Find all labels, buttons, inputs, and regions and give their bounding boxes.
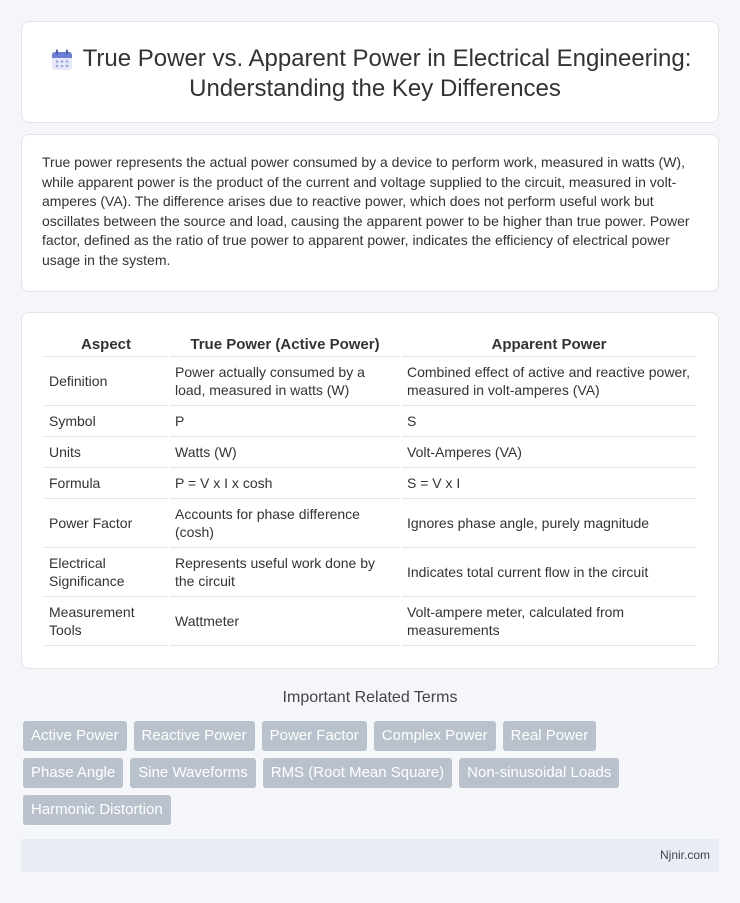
table-header-row — [44, 333, 696, 357]
term-tag[interactable]: Active Power — [23, 721, 127, 751]
table-cell: Symbol — [44, 406, 168, 437]
comparison-table-card — [21, 312, 719, 669]
table-cell: S — [402, 406, 696, 437]
intro-text: True power represents the actual power consumed by a device to perform work, measured in watts (W), while apparent power is the product of the current and voltage supplied to the circuit, measured in volt-amperes (VA). The difference arises due to reactive power, which does not perform useful work but oscillates between the source and load, causing the apparent power to be higher than true power. Power factor, defined as the ratio of true power to apparent power, indicates the efficiency of electrical power usage in the system. — [42, 154, 690, 268]
table-row — [44, 499, 696, 548]
table-cell: P — [170, 406, 400, 437]
table-row — [44, 468, 696, 499]
column-header: Apparent Power — [402, 333, 696, 357]
table-row — [44, 597, 696, 646]
footer-site-link[interactable]: Njnir.com — [659, 848, 710, 862]
term-tag[interactable]: Sine Waveforms — [130, 758, 255, 788]
footer — [21, 839, 719, 872]
term-tag[interactable]: Complex Power — [374, 721, 496, 751]
term-tag[interactable]: Harmonic Distortion — [23, 795, 171, 825]
table-cell: Volt-ampere meter, calculated from measurements — [402, 597, 696, 646]
table-cell: Power Factor — [44, 499, 168, 548]
table-cell: Indicates total current flow in the circuit — [402, 548, 696, 597]
comparison-table — [42, 333, 698, 646]
term-tag[interactable]: Reactive Power — [134, 721, 255, 751]
table-cell: Measurement Tools — [44, 597, 168, 646]
table-cell: Units — [44, 437, 168, 468]
table-cell: Accounts for phase difference (cosh) — [170, 499, 400, 548]
column-header: Aspect — [44, 333, 168, 357]
table-cell: Ignores phase angle, purely magnitude — [402, 499, 696, 548]
table-cell: Electrical Significance — [44, 548, 168, 597]
header-card — [21, 21, 719, 123]
intro-card — [21, 134, 719, 292]
table-cell: Definition — [44, 357, 168, 406]
table-row — [44, 437, 696, 468]
page-title: True Power vs. Apparent Power in Electrical Engineering: Understanding the Key Differences — [82, 45, 692, 102]
table-cell: P = V x I x cosh — [170, 468, 400, 499]
term-tag[interactable]: Power Factor — [262, 721, 367, 751]
table-cell: Combined effect of active and reactive power, measured in volt-amperes (VA) — [402, 357, 696, 406]
term-tag[interactable]: Phase Angle — [23, 758, 123, 788]
table-row — [44, 548, 696, 597]
table-cell: Power actually consumed by a load, measured in watts (W) — [170, 357, 400, 406]
term-tag[interactable]: Non-sinusoidal Loads — [459, 758, 619, 788]
table-cell: Wattmeter — [170, 597, 400, 646]
table-row — [44, 357, 696, 406]
table-cell: Volt-Amperes (VA) — [402, 437, 696, 468]
term-tag[interactable]: RMS (Root Mean Square) — [263, 758, 452, 788]
table-row — [44, 406, 696, 437]
table-cell: Formula — [44, 468, 168, 499]
term-tag[interactable]: Real Power — [503, 721, 597, 751]
column-header: True Power (Active Power) — [170, 333, 400, 357]
table-cell: Represents useful work done by the circuit — [170, 548, 400, 597]
table-cell: S = V x I — [402, 468, 696, 499]
related-terms-title: Important Related Terms — [282, 689, 458, 706]
table-cell: Watts (W) — [170, 437, 400, 468]
related-terms-list — [23, 721, 703, 832]
